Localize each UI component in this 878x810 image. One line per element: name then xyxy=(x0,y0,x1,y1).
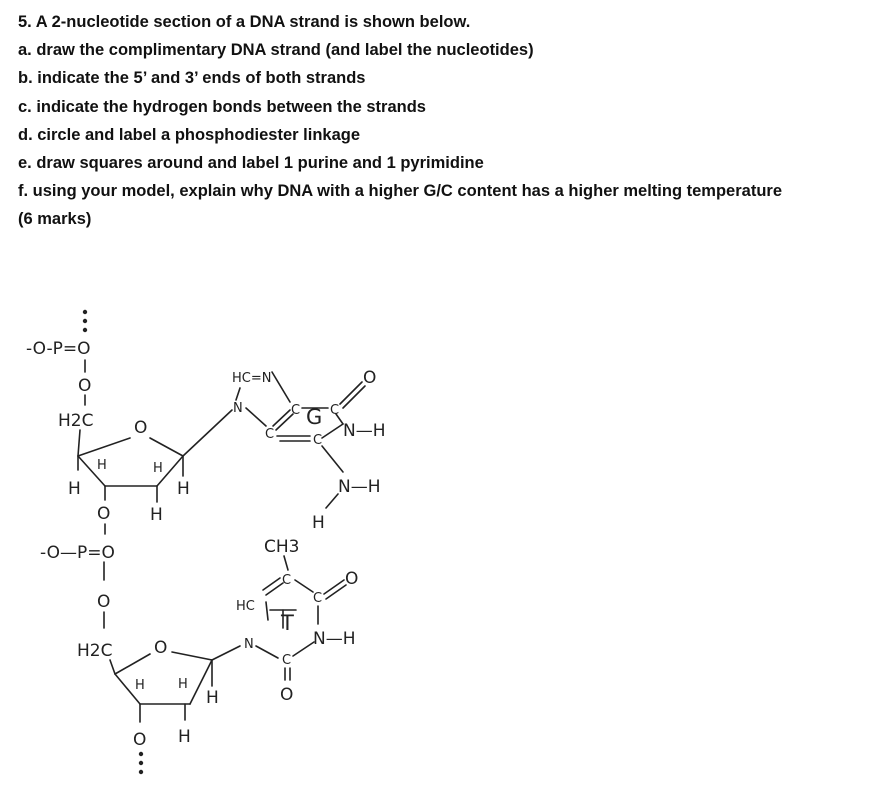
bond xyxy=(256,646,278,658)
sugar2-h-right: H xyxy=(206,688,219,708)
guanine-c3: C xyxy=(265,427,275,442)
chain-dot xyxy=(139,761,143,765)
bond xyxy=(322,446,343,472)
phosphate-top: -O-P=O xyxy=(26,339,91,359)
marks: (6 marks) xyxy=(18,210,92,229)
double-bond xyxy=(326,585,346,599)
sugar-ring-bond xyxy=(115,654,150,674)
sugar1-h-inner2: H xyxy=(153,461,163,476)
thymine-hc: HC xyxy=(236,599,255,614)
guanine-amino: N—H xyxy=(338,477,381,497)
chain-dot xyxy=(83,328,87,332)
thymine-label: T xyxy=(281,611,294,635)
sugar2-h-inner2: H xyxy=(178,677,188,692)
thymine-c3: C xyxy=(282,653,292,668)
double-bond xyxy=(263,578,280,590)
sugar-ring-bond xyxy=(150,438,183,456)
question-text xyxy=(18,8,868,234)
dna-strand-drawing xyxy=(0,290,878,810)
oxygen-top: O xyxy=(78,376,92,396)
chain-dot xyxy=(139,770,143,774)
sugar1-h-bottom: H xyxy=(150,505,163,525)
guanine-n1: N xyxy=(233,401,243,416)
part-c: c. indicate the hydrogen bonds between the strands xyxy=(18,97,426,116)
glycosidic-bond-t xyxy=(212,646,240,660)
oxygen-mid: O xyxy=(97,592,111,612)
guanine-nh: N—H xyxy=(343,421,386,441)
part-b: b. indicate the 5’ and 3’ ends of both strands xyxy=(18,69,366,88)
sugar-ring-bond xyxy=(172,652,212,660)
bond xyxy=(322,424,343,438)
bond xyxy=(284,556,288,570)
sugar1-ring-oxygen: O xyxy=(134,418,148,438)
bond xyxy=(293,642,314,656)
guanine-amino-h: H xyxy=(312,513,325,533)
part-e: e. draw squares around and label 1 purine and 1 pyrimidine xyxy=(18,154,484,173)
bond xyxy=(78,430,80,456)
thymine-nh: N—H xyxy=(313,629,356,649)
double-bond xyxy=(266,583,283,595)
bond xyxy=(272,372,290,402)
dna-strand-diagram xyxy=(0,290,878,810)
double-bond xyxy=(273,410,290,426)
thymine-o-top: O xyxy=(345,569,359,589)
thymine-c1: C xyxy=(282,573,292,588)
bond xyxy=(336,414,343,424)
ch2-top: H2C xyxy=(58,411,94,431)
guanine-label: G xyxy=(306,405,323,429)
phosphate-mid: -O—P=O xyxy=(40,543,115,563)
glycosidic-bond-g xyxy=(183,410,232,456)
sugar1-h-inner1: H xyxy=(97,458,107,473)
sugar2-o-end: O xyxy=(133,730,147,750)
chain-dot xyxy=(83,319,87,323)
part-a: a. draw the complimentary DNA strand (and label the nucleotides) xyxy=(18,41,534,60)
double-bond xyxy=(276,414,293,430)
guanine-o-keto: O xyxy=(363,368,377,388)
guanine-c4: C xyxy=(313,433,323,448)
bond xyxy=(295,580,313,592)
thymine-ch3: CH3 xyxy=(264,537,300,557)
chain-dot xyxy=(139,752,143,756)
ch2-mid: H2C xyxy=(77,641,113,661)
bond xyxy=(266,602,268,620)
part-f: f. using your model, explain why DNA with a higher G/C content has a higher melting temperature xyxy=(18,182,782,201)
thymine-n1: N xyxy=(244,637,254,652)
guanine-c1: C xyxy=(291,403,301,418)
part-d: d. circle and label a phosphodiester linkage xyxy=(18,125,361,144)
chain-dot xyxy=(83,310,87,314)
bond xyxy=(236,388,240,400)
bond xyxy=(110,660,115,674)
sugar1-h-right: H xyxy=(177,479,190,499)
guanine-c2: C xyxy=(330,403,340,418)
bond xyxy=(326,494,338,508)
question-heading: 5. A 2-nucleotide section of a DNA strand is shown below. xyxy=(18,13,471,31)
guanine-hc-n: HC=N xyxy=(232,371,272,386)
double-bond xyxy=(324,580,344,594)
thymine-c2: C xyxy=(313,591,323,606)
sugar1-h-left: H xyxy=(68,479,81,499)
sugar2-h-inner1: H xyxy=(135,678,145,693)
bond xyxy=(246,408,266,426)
sugar2-ring-oxygen: O xyxy=(154,638,168,658)
sugar1-o-link: O xyxy=(97,504,111,524)
sugar2-h-bottom: H xyxy=(178,727,191,747)
thymine-o-bottom: O xyxy=(280,685,294,705)
sugar-ring-bond xyxy=(78,438,130,456)
